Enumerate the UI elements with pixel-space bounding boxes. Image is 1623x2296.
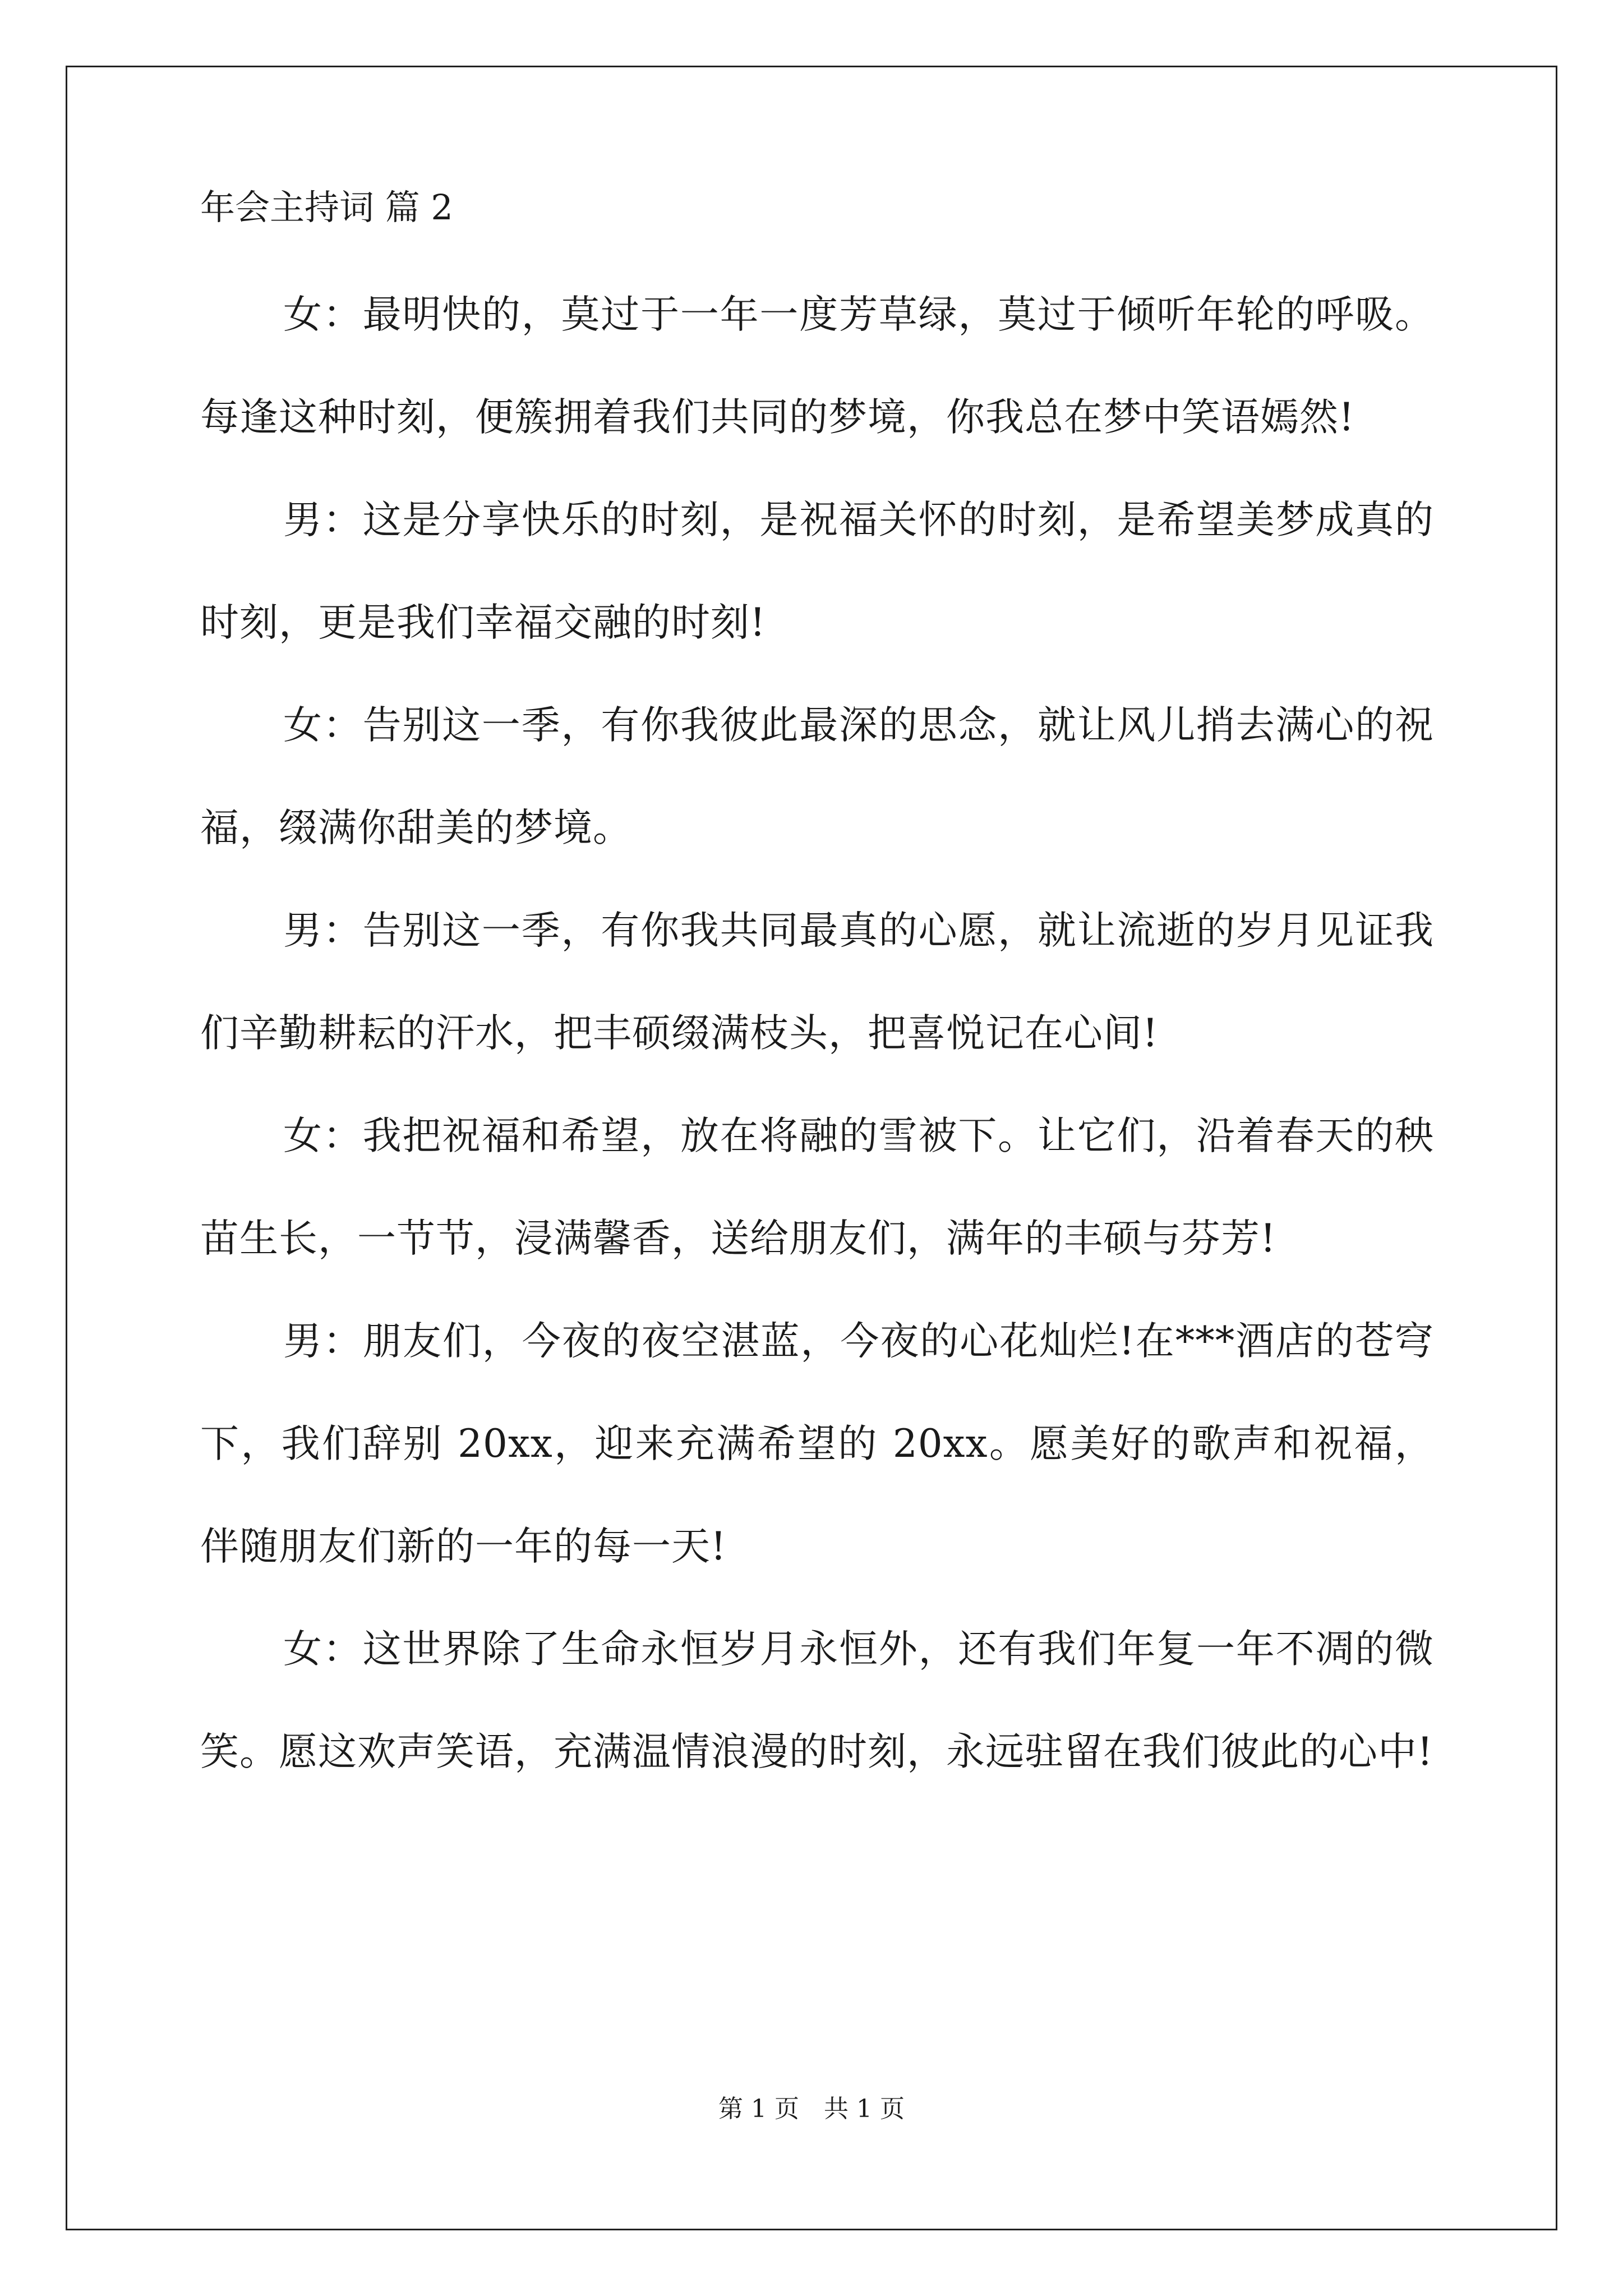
paragraph: 男：这是分享快乐的时刻，是祝福关怀的时刻，是希望美梦成真的时刻，更是我们幸福交融的时刻! <box>200 498 1434 645</box>
paragraph: 女：最明快的，莫过于一年一度芳草绿，莫过于倾听年轮的呼吸。每逢这种时刻，便簇拥着我们共同的梦境，你我总在梦中笑语嫣然! <box>200 292 1434 440</box>
document-body <box>200 185 1434 1803</box>
paragraph: 女：这世界除了生命永恒岁月永恒外，还有我们年复一年不凋的微笑。愿这欢声笑语，充满温情浪漫的时刻，永远驻留在我们彼此的心中! <box>200 1627 1434 1774</box>
paragraph: 女：我把祝福和希望，放在将融的雪被下。让它们，沿着春天的秧苗生长，一节节，浸满馨香，送给朋友们，满年的丰硕与芬芳! <box>200 1114 1434 1261</box>
paragraph: 女：告别这一季，有你我彼此最深的思念，就让风儿捎去满心的祝福，缀满你甜美的梦境。 <box>200 703 1434 850</box>
paragraph: 男：朋友们，今夜的夜空湛蓝，今夜的心花灿烂!在***酒店的苍穹下，我们辞别 20xx，迎来充满希望的 20xx。愿美好的歌声和祝福，伴随朋友们新的一年的每一天! <box>200 1319 1434 1569</box>
page-number-footer: 第 1 页 共 1 页 <box>718 2095 905 2123</box>
document-title: 年会主持词 篇 2 <box>200 187 453 228</box>
paragraph: 男：告别这一季，有你我共同最真的心愿，就让流逝的岁月见证我们辛勤耕耘的汗水，把丰硕缀满枝头，把喜悦记在心间! <box>200 908 1434 1056</box>
